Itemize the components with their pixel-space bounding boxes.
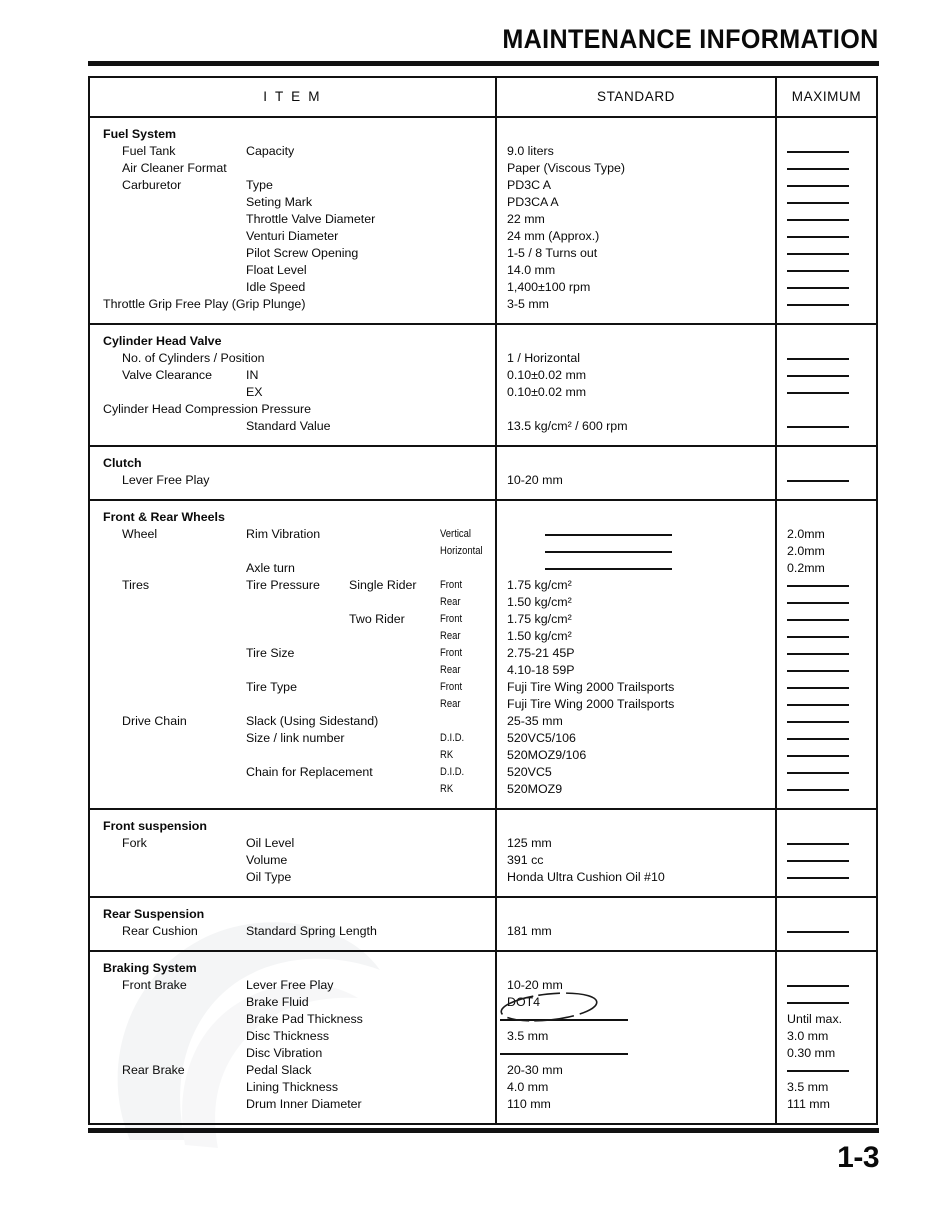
spec-label-level4: Front: [440, 579, 463, 591]
spec-row: [90, 350, 876, 367]
maximum-value: Until max.: [787, 1012, 843, 1026]
spec-label-level2: Disc Vibration: [246, 1046, 323, 1060]
section-title: Clutch: [103, 456, 142, 470]
standard-value: 520MOZ9/106: [507, 748, 587, 762]
spec-label-level1: Cylinder Head Compression Pressure: [103, 402, 311, 416]
spec-row: [90, 679, 876, 696]
spec-row: [90, 143, 876, 160]
spec-label-level1: Air Cleaner Format: [122, 161, 227, 175]
spec-label-level2: Tire Type: [246, 680, 297, 694]
spec-section: [90, 898, 876, 952]
spec-label-level2: IN: [246, 368, 259, 382]
maximum-value-dash: [787, 755, 849, 757]
spec-label-level1: Lever Free Play: [122, 473, 210, 487]
maximum-value-dash: [787, 392, 849, 394]
spec-row: [90, 1011, 876, 1028]
column-header-item: I T E M: [263, 89, 322, 104]
standard-value: 1,400±100 rpm: [507, 280, 591, 294]
spec-label-level1: Carburetor: [122, 178, 182, 192]
spec-label-level2: Oil Type: [246, 870, 292, 884]
standard-value: 10-20 mm: [507, 473, 563, 487]
spec-row: [90, 262, 876, 279]
column-header-maximum: MAXIMUM: [775, 78, 876, 116]
spec-label-level2: Chain for Replacement: [246, 765, 373, 779]
standard-value: 1.75 kg/cm²: [507, 578, 572, 592]
spec-label-level4: Rear: [440, 664, 461, 676]
maximum-value-dash: [787, 426, 849, 428]
maximum-value-dash: [787, 1070, 849, 1072]
spec-row: [90, 384, 876, 401]
spec-label-level2: Brake Pad Thickness: [246, 1012, 363, 1026]
table-body: [90, 118, 876, 1123]
maximum-value-dash: [787, 480, 849, 482]
standard-value: Fuji Tire Wing 2000 Trailsports: [507, 680, 675, 694]
standard-value: 520VC5: [507, 765, 552, 779]
spec-section: [90, 501, 876, 810]
maximum-value-dash: [787, 375, 849, 377]
standard-value: 22 mm: [507, 212, 545, 226]
spec-row: [90, 994, 876, 1011]
spec-row: [90, 713, 876, 730]
spec-row: [90, 869, 876, 886]
standard-value-dash: [545, 534, 672, 536]
section-title-row: [90, 455, 876, 472]
spec-row: [90, 628, 876, 645]
maximum-value-dash: [787, 585, 849, 587]
spec-label-level2: Tire Pressure: [246, 578, 320, 592]
standard-value: 1.50 kg/cm²: [507, 595, 572, 609]
spec-label-level2: Seting Mark: [246, 195, 313, 209]
spec-row: [90, 781, 876, 798]
standard-value: 391 cc: [507, 853, 544, 867]
spec-label-level2: Tire Size: [246, 646, 295, 660]
section-title-row: [90, 818, 876, 835]
maximum-value-dash: [787, 721, 849, 723]
spec-label-level2: Volume: [246, 853, 288, 867]
spec-label-level2: Slack (Using Sidestand): [246, 714, 379, 728]
maximum-value-dash: [787, 168, 849, 170]
spec-label-level1: Rear Cushion: [122, 924, 198, 938]
spec-row: [90, 835, 876, 852]
maximum-value-dash: [787, 358, 849, 360]
table-header-row: [90, 78, 876, 118]
spec-row: [90, 279, 876, 296]
section-title-row: [90, 509, 876, 526]
standard-value: 1.50 kg/cm²: [507, 629, 572, 643]
spec-label-level1: Throttle Grip Free Play (Grip Plunge): [103, 297, 306, 311]
spec-label-level2: Lever Free Play: [246, 978, 334, 992]
maximum-value: 0.2mm: [787, 561, 825, 575]
spec-section: [90, 447, 876, 501]
spec-label-level2: Lining Thickness: [246, 1080, 339, 1094]
spec-label-level2: Pedal Slack: [246, 1063, 312, 1077]
maximum-value-dash: [787, 151, 849, 153]
section-title: Rear Suspension: [103, 907, 205, 921]
maximum-value-dash: [787, 636, 849, 638]
standard-value-dash: [545, 568, 672, 570]
standard-value: 24 mm (Approx.): [507, 229, 600, 243]
standard-value: 1.75 kg/cm²: [507, 612, 572, 626]
spec-label-level4: Rear: [440, 630, 461, 642]
spec-row: [90, 367, 876, 384]
maximum-value: 3.0 mm: [787, 1029, 829, 1043]
standard-value: 2.75-21 45P: [507, 646, 575, 660]
maximum-column-divider: [775, 118, 777, 1123]
spec-label-level3: Single Rider: [349, 578, 417, 592]
standard-value: Honda Ultra Cushion Oil #10: [507, 870, 665, 884]
spec-label-level4: Front: [440, 681, 463, 693]
spec-label-level2: Standard Spring Length: [246, 924, 377, 938]
maximum-value-dash: [787, 738, 849, 740]
spec-label-level4: D.I.D.: [440, 766, 465, 778]
spec-row: [90, 764, 876, 781]
maximum-value-dash: [787, 687, 849, 689]
maximum-value: 111 mm: [787, 1097, 830, 1111]
standard-value: 181 mm: [507, 924, 552, 938]
standard-value: 25-35 mm: [507, 714, 563, 728]
header-divider-rule: [88, 61, 879, 66]
maximum-value-dash: [787, 202, 849, 204]
standard-value: PD3CA A: [507, 195, 559, 209]
standard-value: Paper (Viscous Type): [507, 161, 626, 175]
standard-value: 520MOZ9: [507, 782, 563, 796]
page-title: MAINTENANCE INFORMATION: [502, 24, 879, 54]
maximum-value-dash: [787, 602, 849, 604]
spec-label-level4: Horizontal: [440, 545, 483, 557]
maximum-value-dash: [787, 1002, 849, 1004]
maximum-value-dash: [787, 253, 849, 255]
maximum-value-dash: [787, 843, 849, 845]
spec-label-level1: Valve Clearance: [122, 368, 212, 382]
spec-section: [90, 325, 876, 447]
spec-row: [90, 1062, 876, 1079]
standard-value: 0.10±0.02 mm: [507, 385, 587, 399]
spec-row: [90, 418, 876, 435]
spec-row: [90, 543, 876, 560]
standard-value: 9.0 liters: [507, 144, 554, 158]
section-title: Fuel System: [103, 127, 176, 141]
standard-value: 110 mm: [507, 1097, 551, 1111]
standard-value: 1-5 / 8 Turns out: [507, 246, 598, 260]
maximum-value-dash: [787, 670, 849, 672]
maximum-value: 3.5 mm: [787, 1080, 829, 1094]
maximum-value-dash: [787, 185, 849, 187]
spec-label-level2: Type: [246, 178, 273, 192]
spec-label-level1: Wheel: [122, 527, 158, 541]
spec-row: [90, 730, 876, 747]
spec-row: [90, 177, 876, 194]
spec-label-level2: Float Level: [246, 263, 307, 277]
section-title: Cylinder Head Valve: [103, 334, 222, 348]
spec-label-level4: D.I.D.: [440, 732, 465, 744]
maximum-value-dash: [787, 270, 849, 272]
spec-label-level1: Rear Brake: [122, 1063, 185, 1077]
spec-label-level2: Size / link number: [246, 731, 345, 745]
specifications-table: [88, 76, 878, 1125]
maximum-value-dash: [787, 653, 849, 655]
spec-label-level2: Pilot Screw Opening: [246, 246, 359, 260]
maximum-value: 0.30 mm: [787, 1046, 836, 1060]
spec-label-level4: Rear: [440, 596, 461, 608]
page-number: 1-3: [837, 1141, 879, 1174]
spec-row: [90, 194, 876, 211]
spec-label-level2: Throttle Valve Diameter: [246, 212, 376, 226]
spec-label-level1: No. of Cylinders / Position: [122, 351, 265, 365]
spec-section: [90, 118, 876, 325]
spec-row: [90, 696, 876, 713]
section-title-row: [90, 333, 876, 350]
spec-label-level4: Vertical: [440, 528, 472, 540]
standard-value: 4.0 mm: [507, 1080, 549, 1094]
spec-label-level4: RK: [440, 749, 454, 761]
spec-row: [90, 923, 876, 940]
maximum-value-dash: [787, 619, 849, 621]
spec-row: [90, 1028, 876, 1045]
spec-section: [90, 952, 876, 1123]
spec-label-level2: Capacity: [246, 144, 295, 158]
spec-row: [90, 401, 876, 418]
maximum-value-dash: [787, 985, 849, 987]
spec-row: [90, 526, 876, 543]
spec-row: [90, 211, 876, 228]
spec-row: [90, 296, 876, 313]
standard-value: 20-30 mm: [507, 1063, 563, 1077]
maximum-value-dash: [787, 236, 849, 238]
spec-label-level2: Disc Thickness: [246, 1029, 330, 1043]
maximum-value-dash: [787, 877, 849, 879]
page-header: [0, 24, 935, 68]
spec-label-level2: Oil Level: [246, 836, 295, 850]
spec-label-level2: Axle turn: [246, 561, 295, 575]
spec-row: [90, 577, 876, 594]
spec-row: [90, 594, 876, 611]
standard-value: 0.10±0.02 mm: [507, 368, 587, 382]
standard-value: 10-20 mm: [507, 978, 563, 992]
maximum-value-dash: [787, 219, 849, 221]
section-title-row: [90, 906, 876, 923]
standard-value-dash: [545, 551, 672, 553]
spec-label-level4: Rear: [440, 698, 461, 710]
spec-label-level1: Fuel Tank: [122, 144, 176, 158]
spec-label-level4: Front: [440, 647, 463, 659]
footer-divider-rule: [88, 1128, 879, 1133]
maximum-value-dash: [787, 304, 849, 306]
column-header-standard: STANDARD: [495, 78, 775, 116]
standard-value: PD3C A: [507, 178, 552, 192]
standard-value: 4.10-18 59P: [507, 663, 575, 677]
maximum-value-dash: [787, 287, 849, 289]
spec-row: [90, 611, 876, 628]
standard-column-divider: [495, 118, 497, 1123]
spec-label-level2: Standard Value: [246, 419, 331, 433]
standard-value: 520VC5/106: [507, 731, 576, 745]
spec-row: [90, 560, 876, 577]
spec-row: [90, 160, 876, 177]
standard-value: 125 mm: [507, 836, 552, 850]
spec-row: [90, 1045, 876, 1062]
spec-label-level1: Fork: [122, 836, 147, 850]
standard-value: 3.5 mm: [507, 1029, 549, 1043]
maximum-value-dash: [787, 772, 849, 774]
section-title-row: [90, 126, 876, 143]
standard-value: DOT4: [507, 995, 541, 1009]
spec-label-level3: Two Rider: [349, 612, 405, 626]
spec-label-level2: Venturi Diameter: [246, 229, 339, 243]
spec-label-level4: RK: [440, 783, 454, 795]
standard-value: Fuji Tire Wing 2000 Trailsports: [507, 697, 675, 711]
spec-label-level2: Drum Inner Diameter: [246, 1097, 362, 1111]
spec-row: [90, 228, 876, 245]
spec-row: [90, 747, 876, 764]
spec-label-level2: EX: [246, 385, 263, 399]
spec-label-level1: Front Brake: [122, 978, 187, 992]
spec-row: [90, 645, 876, 662]
spec-label-level1: Drive Chain: [122, 714, 187, 728]
maximum-value: 2.0mm: [787, 544, 825, 558]
standard-value-dash: [500, 1053, 628, 1055]
maximum-value-dash: [787, 860, 849, 862]
spec-section: [90, 810, 876, 898]
spec-row: [90, 852, 876, 869]
spec-row: [90, 977, 876, 994]
section-title: Braking System: [103, 961, 197, 975]
spec-label-level2: Idle Speed: [246, 280, 306, 294]
standard-value: 14.0 mm: [507, 263, 556, 277]
maximum-value-dash: [787, 789, 849, 791]
standard-value: 1 / Horizontal: [507, 351, 581, 365]
spec-label-level1: Tires: [122, 578, 150, 592]
section-title-row: [90, 960, 876, 977]
spec-label-level4: Front: [440, 613, 463, 625]
maximum-value: 2.0mm: [787, 527, 825, 541]
spec-label-level2: Rim Vibration: [246, 527, 321, 541]
standard-value: 13.5 kg/cm² / 600 rpm: [507, 419, 628, 433]
section-title: Front suspension: [103, 819, 207, 833]
maximum-value-dash: [787, 704, 849, 706]
section-title: Front & Rear Wheels: [103, 510, 225, 524]
standard-value-dash: [500, 1019, 628, 1021]
maximum-value-dash: [787, 931, 849, 933]
spec-row: [90, 662, 876, 679]
page-footer: [0, 1100, 935, 1210]
spec-row: [90, 245, 876, 262]
spec-row: [90, 472, 876, 489]
standard-value: 3-5 mm: [507, 297, 549, 311]
spec-row: [90, 1079, 876, 1096]
spec-label-level2: Brake Fluid: [246, 995, 309, 1009]
